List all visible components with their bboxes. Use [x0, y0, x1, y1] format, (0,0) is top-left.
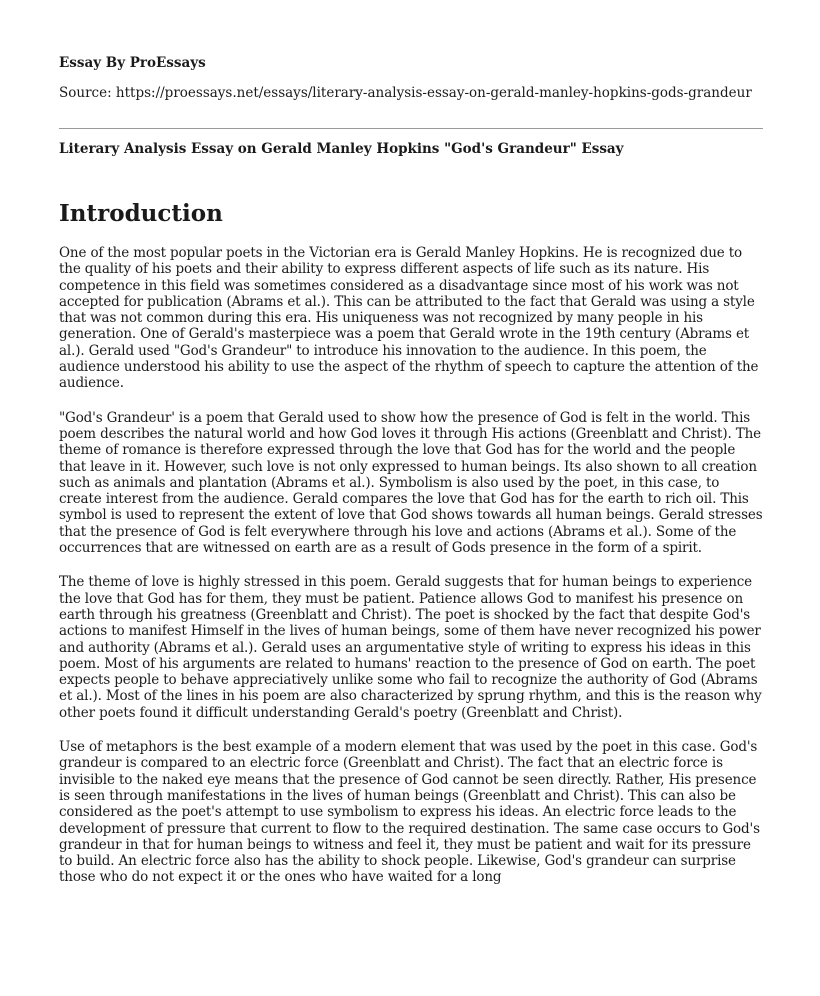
paragraph-4: Use of metaphors is the best example of a modern element that was used by the poet in this case. God's grandeur is compared to an electric force (Greenblatt and Christ). The fact that an electric force is invisible to the naked eye means that the presence of God cannot be seen directly. Rather, His presence is seen through manifestations in the lives of human beings (Greenblatt and Christ). This can also be considered as the poet's attempt to use symbolism to express his ideas. An electric force leads to the development of pressure that current to flow to the required destination. The same case occurs to God's grandeur in that for human beings to witness and feel it, they must be patient and wait for its pressure to build. An electric force also has the ability to shock people. Likewise, God's grandeur can surprise those who do not expect it or the ones who have waited for a long — [59, 739, 760, 886]
paragraph-1: One of the most popular poets in the Victorian era is Gerald Manley Hopkins. He is recognized due to the quality of his poets and their ability to express different aspects of life such as its nature. His competence in this field was sometimes considered as a disadvantage since most of his work was not accepted for publication (Abrams et al.). This can be attributed to the fact that Gerald was using a style that was not common during this era. His uniqueness was not recognized by many people in his generation. One of Gerald's masterpiece was a poem that Gerald wrote in the 19th century (Abrams et al.). Gerald used "God's Grandeur" to introduce his innovation to the audience. In this poem, the audience understood his ability to use the aspect of the rhythm of speech to capture the attention of the audience. — [59, 245, 759, 392]
source-url: Source: https://proessays.net/essays/literary-analysis-essay-on-gerald-manley-hopkins-gods-grandeur — [59, 85, 752, 101]
essay-title: Literary Analysis Essay on Gerald Manley Hopkins "God's Grandeur" Essay — [59, 141, 624, 157]
section-heading: Introduction — [59, 200, 223, 227]
essay-body — [59, 245, 763, 904]
paragraph-2: "God's Grandeur' is a poem that Gerald used to show how the presence of God is felt in the world. This poem describes the natural world and how God loves it through His actions (Greenblatt and Christ). The theme of romance is therefore expressed through the love that God has for the world and the people that leave in it. However, such love is not only expressed to human beings. Its also shown to all creation such as animals and plantation (Abrams et al.). Symbolism is also used by the poet, in this case, to create interest from the audience. Gerald compares the love that God has for the earth to rich oil. This symbol is used to represent the extent of love that God shows towards all human beings. Gerald stresses that the presence of God is felt everywhere through his love and actions (Abrams et al.). Some of the occurrences that are witnessed on earth are as a result of Gods presence in the form of a spirit. — [59, 409, 763, 557]
paragraph-3: The theme of love is highly stressed in this poem. Gerald suggests that for human beings to experience the love that God has for them, they must be patient. Patience allows God to manifest his presence on earth through his greatness (Greenblatt and Christ). The poet is shocked by the fact that despite God's actions to manifest Himself in the lives of human beings, some of them have never recognized his power and authority (Abrams et al.). Gerald uses an argumentative style of writing to express his ideas in this poem. Most of his arguments are related to humans' reaction to the presence of God on earth. The poet expects people to behave appreciatively unlike some who fail to recognize the authority of God (Abrams et al.). Most of the lines in his poem are also characterized by sprung rhythm, and this is the reason why other poets found it difficult understanding Gerald's poetry (Greenblatt and Christ). — [59, 574, 762, 721]
header-divider — [59, 128, 763, 129]
essay-byline: Essay By ProEssays — [59, 55, 206, 71]
